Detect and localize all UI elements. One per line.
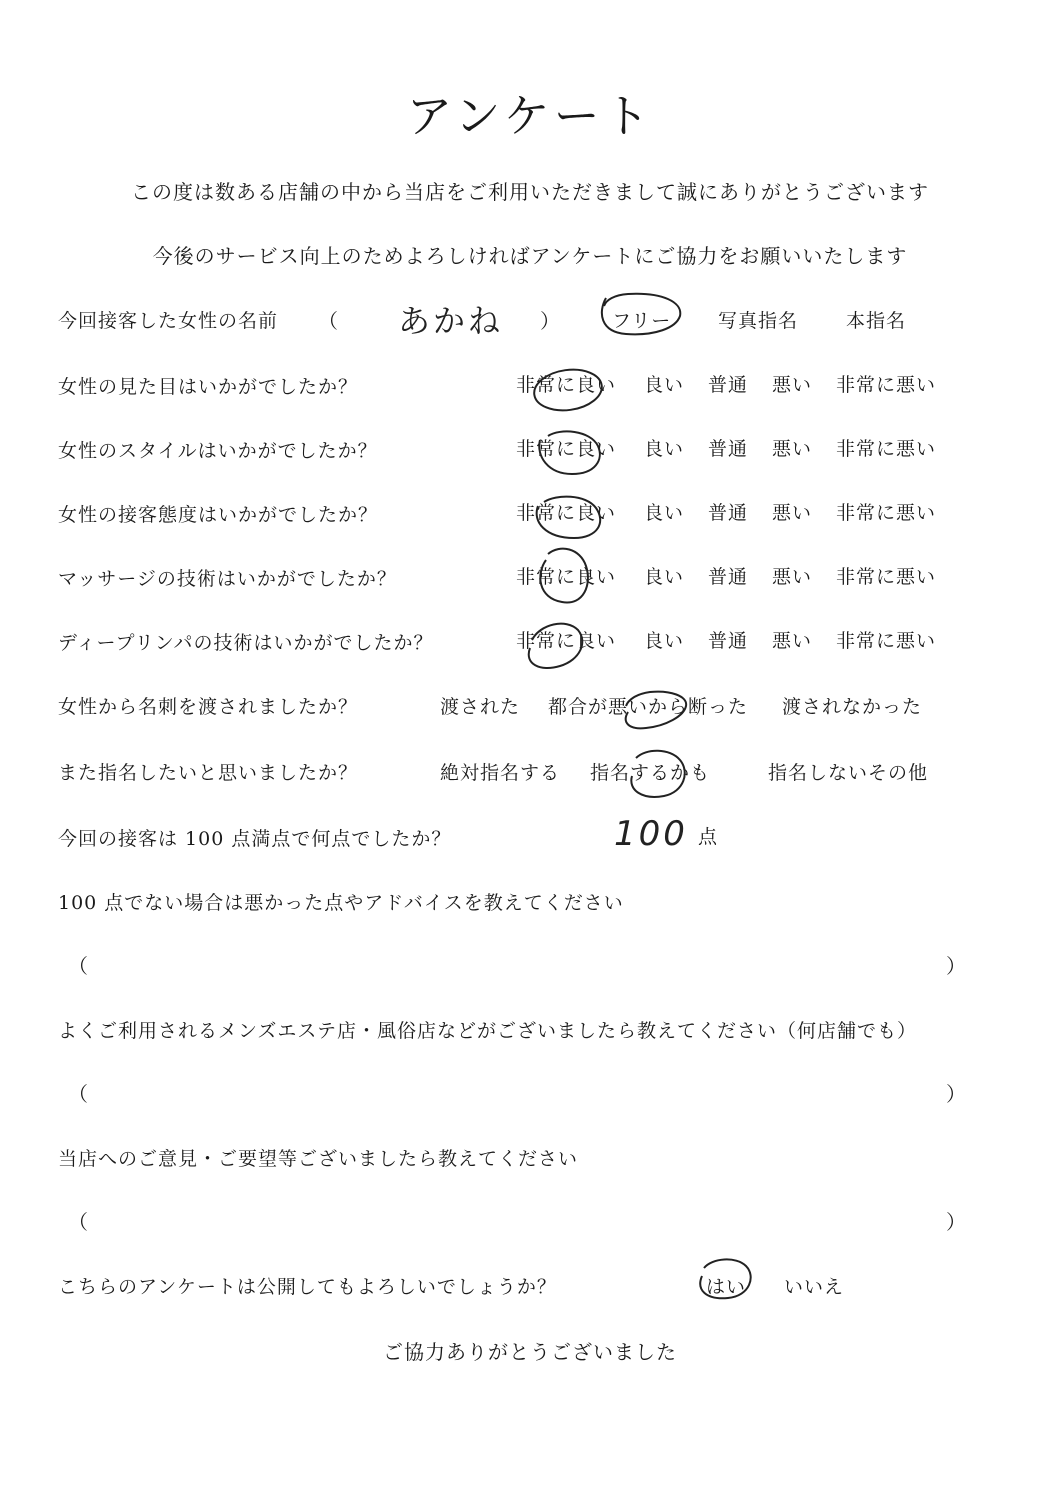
advice-open-paren: （ — [68, 954, 88, 978]
page-title: アンケート — [406, 89, 654, 143]
publish-option-yes[interactable]: はい — [706, 1276, 747, 1298]
rating-option[interactable]: 非常に良い — [516, 438, 617, 460]
rating-option[interactable]: 悪い — [772, 438, 813, 460]
card-option-received[interactable]: 渡された — [440, 696, 521, 718]
rating-option[interactable]: 普通 — [708, 566, 749, 588]
rating-option[interactable]: 悪い — [772, 630, 813, 652]
rating-option[interactable]: 非常に悪い — [836, 502, 937, 524]
advice-question-label: 100 点でない場合は悪かった点やアドバイスを教えてください — [58, 892, 624, 914]
rating-option[interactable]: 非常に良い — [516, 566, 617, 588]
rating-question-label: マッサージの技術はいかがでしたか？ — [58, 568, 397, 590]
rating-option[interactable]: 悪い — [772, 566, 813, 588]
advice-close-paren: ） — [946, 954, 966, 978]
rating-option[interactable]: 普通 — [708, 630, 749, 652]
name-close-paren: ） — [540, 309, 560, 333]
intro-request: 今後のサービス向上のためよろしければアンケートにご協力をお願いいたします — [152, 244, 908, 268]
card-question-label: 女性から名刺を渡されましたか？ — [58, 696, 359, 718]
rating-option[interactable]: 非常に良い — [516, 374, 617, 396]
other-shops-open-paren: （ — [68, 1082, 88, 1106]
name-open-paren: （ — [318, 309, 338, 333]
intro-thanks: この度は数ある店舗の中から当店をご利用いただきまして誠にありがとうございます — [131, 180, 929, 204]
rating-option[interactable]: 良い — [644, 630, 685, 652]
rating-option[interactable]: 良い — [644, 566, 685, 588]
publish-question-label: こちらのアンケートは公開してもよろしいでしょうか？ — [58, 1276, 557, 1298]
rating-option[interactable]: 非常に良い — [516, 630, 617, 652]
repeat-option-definitely[interactable]: 絶対指名する — [440, 762, 561, 784]
rating-option[interactable]: 非常に悪い — [836, 630, 937, 652]
repeat-option-maybe[interactable]: 指名するかも — [590, 762, 711, 784]
rating-option[interactable]: 悪い — [772, 502, 813, 524]
rating-option[interactable]: 非常に良い — [516, 502, 617, 524]
rating-option[interactable]: 良い — [644, 502, 685, 524]
score-unit: 点 — [698, 826, 719, 848]
repeat-question-label: また指名したいと思いましたか？ — [58, 762, 359, 784]
rating-question-label: 女性のスタイルはいかがでしたか？ — [58, 440, 378, 462]
closing-message: ご協力ありがとうございました — [383, 1340, 677, 1364]
rating-question-label: ディープリンパの技術はいかがでしたか？ — [58, 632, 434, 654]
rating-option[interactable]: 良い — [644, 374, 685, 396]
handwritten-score: 100 — [614, 814, 688, 854]
publish-option-no[interactable]: いいえ — [784, 1276, 845, 1298]
rating-option[interactable]: 良い — [644, 438, 685, 460]
rating-option[interactable]: 普通 — [708, 438, 749, 460]
rating-option[interactable]: 悪い — [772, 374, 813, 396]
rating-option[interactable]: 非常に悪い — [836, 438, 937, 460]
name-question-label: 今回接客した女性の名前 — [58, 310, 279, 332]
opinion-open-paren: （ — [68, 1210, 88, 1234]
rating-option[interactable]: 普通 — [708, 374, 749, 396]
other-shops-close-paren: ） — [946, 1082, 966, 1106]
name-option-main[interactable]: 本指名 — [846, 310, 907, 332]
rating-option[interactable]: 普通 — [708, 502, 749, 524]
rating-option[interactable]: 非常に悪い — [836, 566, 937, 588]
opinion-close-paren: ） — [946, 1210, 966, 1234]
card-option-declined[interactable]: 都合が悪いから断った — [548, 696, 749, 718]
rating-option[interactable]: 非常に悪い — [836, 374, 937, 396]
card-option-not-received[interactable]: 渡されなかった — [782, 696, 923, 718]
rating-question-label: 女性の見た目はいかがでしたか？ — [58, 376, 359, 398]
name-option-free[interactable]: フリー — [612, 310, 672, 332]
name-option-photo[interactable]: 写真指名 — [718, 310, 799, 332]
repeat-option-no[interactable]: 指名しない — [768, 762, 869, 784]
score-question-label: 今回の接客は 100 点満点で何点でしたか？ — [58, 828, 452, 850]
repeat-option-other[interactable]: その他 — [868, 762, 929, 784]
rating-question-label: 女性の接客態度はいかがでしたか？ — [58, 504, 379, 526]
opinion-question-label: 当店へのご意見・ご要望等ございましたら教えてください — [58, 1148, 579, 1170]
other-shops-question-label: よくご利用されるメンズエステ店・風俗店などがございましたら教えてください（何店舗でも） — [58, 1020, 918, 1042]
handwritten-name: あかね — [398, 302, 504, 340]
